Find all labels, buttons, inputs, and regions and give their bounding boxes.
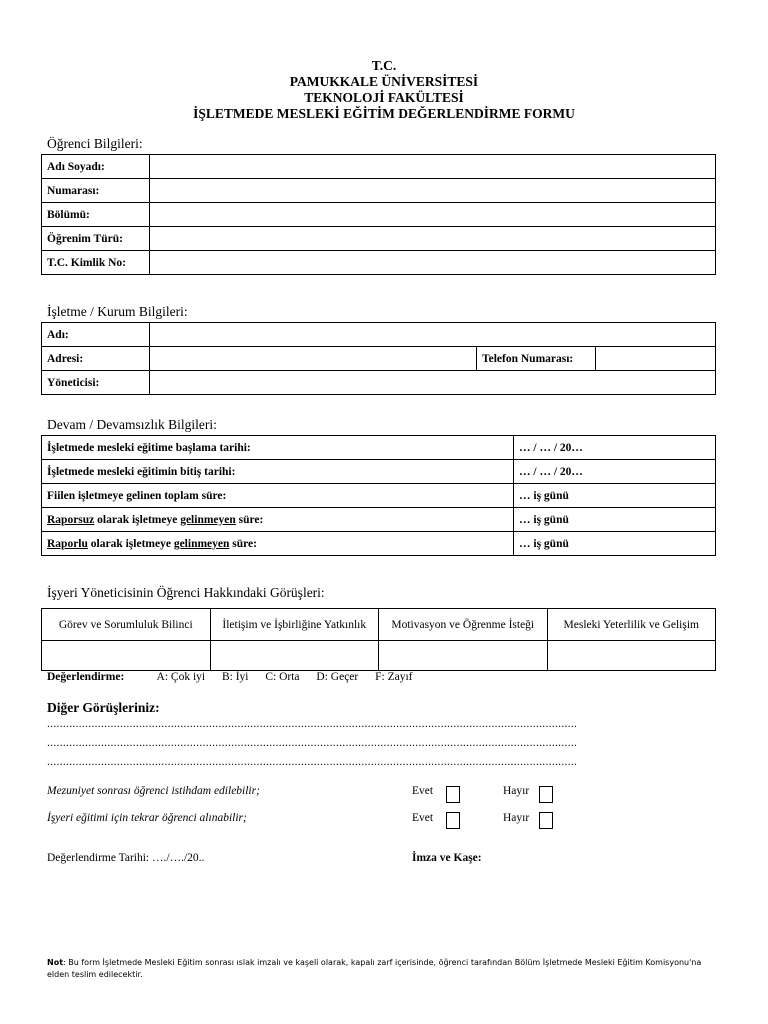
total-days-label: Fiilen işletmeye gelinen toplam süre: — [42, 484, 514, 508]
student-id-field[interactable] — [150, 251, 716, 275]
student-department-field[interactable] — [150, 203, 716, 227]
reported-absence-field[interactable]: … iş günü — [514, 532, 716, 556]
other-opinions-line-1[interactable]: ....................................................................................................................................................................... — [47, 718, 578, 730]
question-accept-again: İşyeri eğitimi için tekrar öğrenci alınabilir; — [47, 812, 247, 824]
q2-no-checkbox[interactable] — [539, 812, 553, 829]
company-section-title: İşletme / Kurum Bilgileri: — [47, 304, 188, 319]
opinion-grade-competence[interactable] — [547, 641, 716, 671]
student-id-label: T.C. Kimlik No: — [42, 251, 150, 275]
opinions-section-title: İşyeri Yöneticisinin Öğrenci Hakkındaki Görüşleri: — [47, 585, 325, 600]
header-line-2: PAMUKKALE ÜNİVERSİTESİ — [289, 74, 479, 89]
company-table — [41, 322, 716, 395]
evaluation-legend — [47, 671, 427, 683]
grade-c: C: Orta — [265, 671, 300, 683]
opinion-grade-responsibility[interactable] — [42, 641, 211, 671]
unreported-absence-label — [42, 508, 514, 532]
end-date-field[interactable]: … / … / 20… — [514, 460, 716, 484]
unreported-text-1: olarak işletmeye — [94, 513, 181, 526]
signature-label: İmza ve Kaşe: — [412, 852, 482, 864]
unreported-gelinmeyen: gelinmeyen — [180, 513, 236, 526]
reported-word: Raporlu — [47, 537, 88, 550]
opinion-col-communication: İletişim ve İşbirliğine Yatkınlık — [210, 609, 379, 641]
student-education-type-label: Öğrenim Türü: — [42, 227, 150, 251]
header-line-4: İŞLETMEDE MESLEKİ EĞİTİM DEĞERLENDİRME FORMU — [193, 106, 575, 121]
opinion-col-responsibility: Görev ve Sorumluluk Bilinci — [42, 609, 211, 641]
opinion-col-motivation: Motivasyon ve Öğrenme İsteği — [379, 609, 548, 641]
q2-yes-label: Evet — [412, 812, 434, 824]
question-employable: Mezuniyet sonrası öğrenci istihdam edilebilir; — [47, 785, 260, 797]
q1-no-label: Hayır — [503, 785, 530, 797]
q2-no-label: Hayır — [503, 812, 530, 824]
start-date-field[interactable]: … / … / 20… — [514, 436, 716, 460]
student-name-field[interactable] — [150, 155, 716, 179]
reported-absence-label — [42, 532, 514, 556]
student-name-label: Adı Soyadı: — [42, 155, 150, 179]
q1-no-checkbox[interactable] — [539, 786, 553, 803]
evaluation-date: Değerlendirme Tarihi: …./…./20.. — [47, 852, 205, 864]
company-name-field[interactable] — [150, 323, 716, 347]
grade-b: B: İyi — [221, 671, 249, 683]
company-manager-label: Yöneticisi: — [42, 371, 150, 395]
unreported-text-2: süre: — [235, 513, 264, 526]
unreported-word: Raporsuz — [47, 513, 95, 526]
grade-d: D: Geçer — [316, 671, 359, 683]
company-manager-field[interactable] — [150, 371, 716, 395]
opinion-grade-communication[interactable] — [210, 641, 379, 671]
footer-note — [47, 957, 707, 981]
student-education-type-field[interactable] — [150, 227, 716, 251]
opinion-grade-motivation[interactable] — [379, 641, 548, 671]
start-date-label: İşletmede mesleki eğitime başlama tarihi: — [42, 436, 514, 460]
header-line-3: TEKNOLOJİ FAKÜLTESİ — [304, 90, 464, 105]
q1-yes-checkbox[interactable] — [446, 786, 460, 803]
grade-f: F: Zayıf — [375, 671, 413, 683]
q2-yes-checkbox[interactable] — [446, 812, 460, 829]
company-address-field[interactable] — [150, 347, 477, 371]
opinion-col-competence: Mesleki Yeterlilik ve Gelişim — [547, 609, 716, 641]
unreported-absence-field[interactable]: … iş günü — [514, 508, 716, 532]
reported-text-1: olarak işletmeye — [87, 537, 174, 550]
attendance-table — [41, 435, 716, 556]
evaluation-label: Değerlendirme: — [47, 671, 125, 683]
attendance-section-title: Devam / Devamsızlık Bilgileri: — [47, 417, 217, 432]
note-text: : Bu form İşletmede Mesleki Eğitim sonrası ıslak imzalı ve kaşeli olarak, kapalı zarf içerisinde, öğrenci tarafından Bölüm İşletmede Mesleki Eğitim Komisyonu'na elden teslim edilecektir. — [47, 958, 702, 979]
note-label: Not — [47, 958, 64, 967]
other-opinions-line-2[interactable]: ....................................................................................................................................................................... — [47, 737, 578, 749]
company-address-label: Adresi: — [42, 347, 150, 371]
student-number-label: Numarası: — [42, 179, 150, 203]
company-phone-field[interactable] — [596, 347, 716, 371]
student-number-field[interactable] — [150, 179, 716, 203]
opinions-table — [41, 608, 716, 671]
other-opinions-title: Diğer Görüşleriniz: — [47, 700, 160, 715]
grade-a: A: Çok iyi — [156, 671, 206, 683]
student-section-title: Öğrenci Bilgileri: — [47, 136, 143, 151]
reported-text-2: süre: — [229, 537, 257, 550]
student-department-label: Bölümü: — [42, 203, 150, 227]
end-date-label: İşletmede mesleki eğitimin bitiş tarihi: — [42, 460, 514, 484]
company-name-label: Adı: — [42, 323, 150, 347]
total-days-field[interactable]: … iş günü — [514, 484, 716, 508]
company-phone-label: Telefon Numarası: — [477, 347, 596, 371]
q1-yes-label: Evet — [412, 785, 434, 797]
other-opinions-line-3[interactable]: ....................................................................................................................................................................... — [47, 756, 578, 768]
reported-gelinmeyen: gelinmeyen — [173, 537, 230, 550]
student-table — [41, 154, 716, 275]
header-line-1: T.C. — [371, 58, 397, 73]
form-header — [0, 58, 768, 122]
